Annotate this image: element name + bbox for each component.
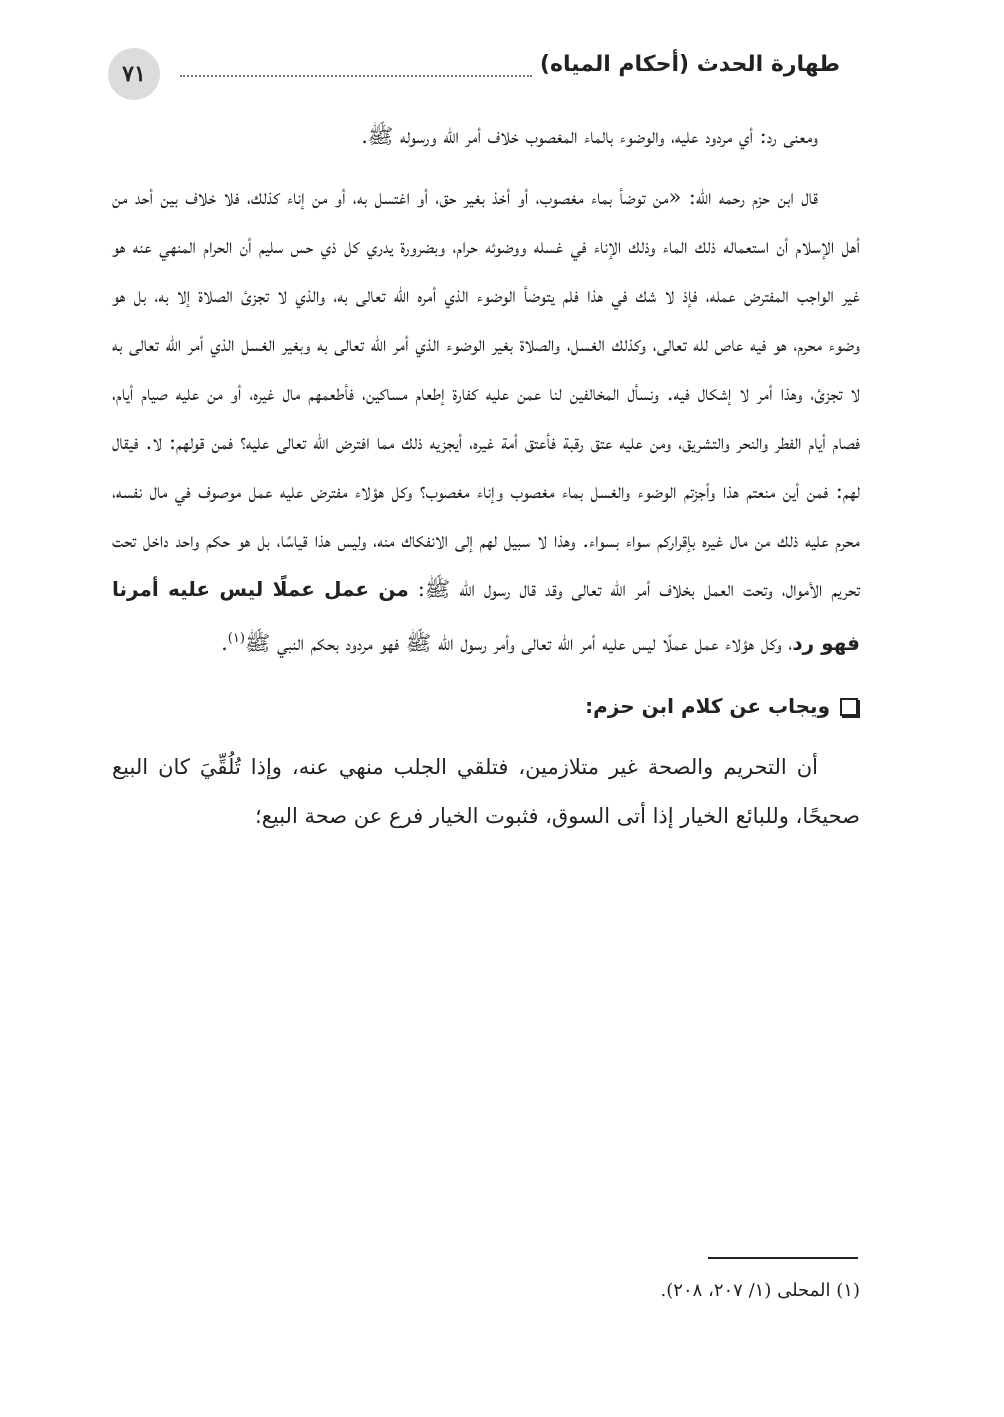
section-subheading (112, 682, 860, 731)
subheading-text: ويجاب عن كلام ابن حزم: (585, 694, 830, 718)
paragraph-2-text: قال ابن حزم رحمه الله: «من توضأ بماء مغصوب، أو أخذ بغير حق، أو اغتسل به، أو من إناء كذلك، فلا خلاف بين أحد من أهل الإسلام أن استعماله ذلك الماء وذلك الإناء في غسله ووضوئه حرام، وبضرورة يدري كل ذي حس سليم أن الحرام المنهي عنه هو غير الواجب المفترض عمله، فإذ لا شك في هذا فلم يتوضأ الوضوء الذي أمره الله تعالى به، والذي لا تجزئ الصلاة إلا به، بل هو وضوء محرم، هو فيه عاص لله تعالى، وكذلك الغسل، والصلاة بغير الوضوء الذي أمر الله تعالى به وبغير الغسل الذي أمر الله تعالى به لا تجزئ، وهذا أمر لا إشكال فيه. ونسأل المخالفين لنا عمن عليه كفارة إطعام مساكين، فأطعمهم مال غيره، أو من عليه صيام أيام، فصام أيام الفطر والنحر والتشريق، ومن عليه عتق رقبة فأعتق أمة غيره، أيجزيه ذلك مما افترض الله تعالى عليه؟ فمن قولهم: لا. فيقال لهم: فمن أين منعتم هذا وأجزتم الوضوء والغسل بماء مغصوب وإناء مغصوب؟ وكل هؤلاء مفترض عليه عمل موصوف في مال نفسه، محرم عليه ذلك من مال غيره بإقراركم سواء بسواء. وهذا لا سبيل لهم إلى الانفكاك منه، وليس هذا قياسًا، بل هو حكم واحد داخل تحت تحريم الأموال، وتحت العمل بخلاف أمر الله تعالى وقد قال رسول الله ﷺ: (112, 185, 860, 601)
leader-dots (180, 53, 532, 77)
footnote-text: (١) المحلى (١/ ٢٠٧، ٢٠٨). (660, 1280, 860, 1301)
hadith-quote: من عمل عملًا ليس عليه أمرنا فهو رد (112, 577, 860, 655)
footnote-separator (708, 1257, 858, 1259)
running-title-text: طهارة الحدث (أحكام المياه) (539, 52, 840, 77)
footnote-reference[interactable]: (١) (227, 631, 245, 646)
page-header (108, 48, 860, 98)
running-title (180, 52, 840, 77)
paragraph-2 (112, 173, 860, 668)
paragraph-1: ومعنى رد: أي مردود عليه، والوضوء بالماء المغصوب خلاف أمر الله ورسوله ﷺ. (361, 124, 818, 148)
paragraph-2-tail: ، وكل هؤلاء عمل عملًا ليس عليه أمر الله تعالى وأمر رسول الله ﷺ فهو مردود بحكم النبي ﷺ (244, 631, 793, 655)
square-bullet-icon (840, 698, 858, 716)
main-text (112, 112, 860, 853)
page-number-badge (108, 48, 160, 100)
page-number: ٧١ (122, 61, 146, 87)
paragraph-2-end: . (221, 631, 228, 655)
paragraph-3: أن التحريم والصحة غير متلازمين، فتلقي الجلب منهي عنه، وإذا تُلُقِّيَ كان البيع صحيحًا، وللبائع الخيار إذا أتى السوق، فثبوت الخيار فرع عن صحة البيع؛ (112, 755, 860, 828)
footnote (112, 1275, 860, 1307)
